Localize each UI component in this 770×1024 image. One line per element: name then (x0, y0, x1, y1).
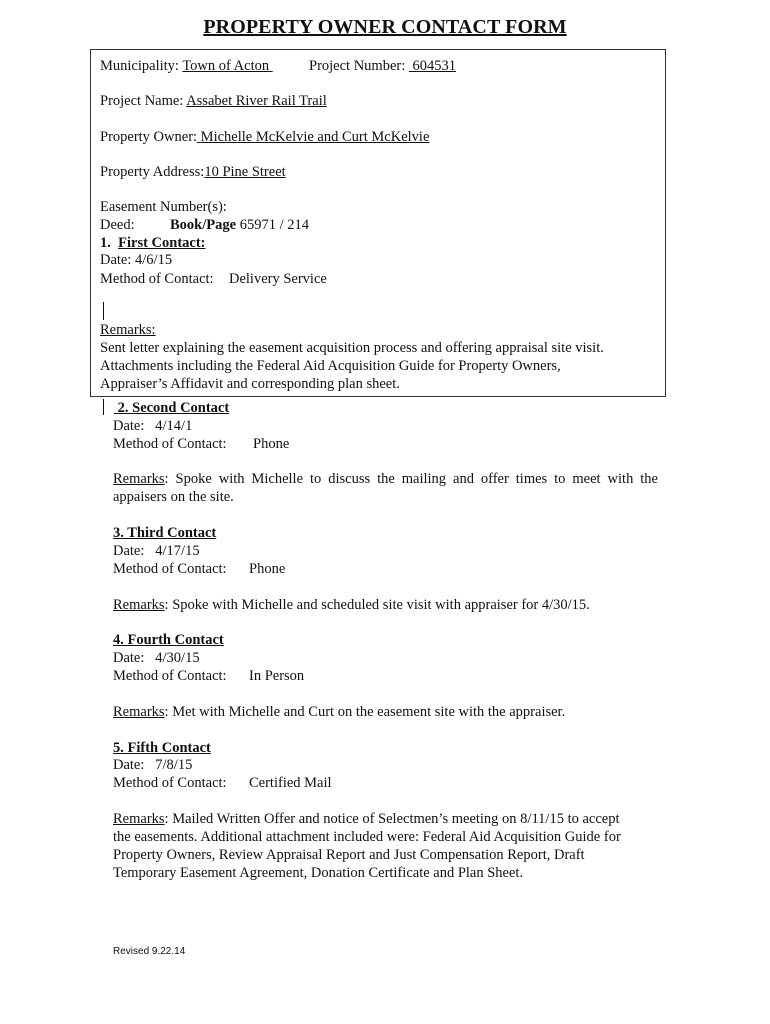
date-label: Date: (113, 650, 145, 666)
remarks-text: : Met with Michelle and Curt on the easement site with the appraiser. (164, 704, 566, 720)
contact-5-heading (113, 739, 211, 757)
property-address-label: Property Address: (100, 164, 205, 180)
date-label: Date: (113, 418, 145, 434)
project-name-label: Project Name: (100, 93, 184, 109)
contact-4-heading-text: 4. Fourth Contact (113, 632, 224, 648)
property-owner-label: Property Owner: (100, 129, 198, 145)
project-name-row (100, 92, 327, 110)
remarks-label: Remarks (113, 811, 165, 827)
project-number-row (309, 57, 456, 75)
contact-5-remarks-line-2: the easements. Additional attachment included were: Federal Aid Acquisition Guide for (113, 829, 621, 845)
date-value: 4/6/15 (135, 252, 173, 268)
contact-1-date (100, 251, 172, 269)
municipality-label: Municipality: (100, 58, 179, 74)
contact-5-method-value: Certified Mail (249, 775, 332, 791)
remarks-text: : Spoke with Michelle to discuss the mailing and offer times to meet with the appaisers on the site. (113, 471, 658, 505)
contact-4-date (113, 649, 200, 667)
book-page-row (170, 216, 309, 234)
contact-1-heading (100, 234, 206, 252)
remarks-label: Remarks (113, 597, 165, 613)
deed-row (100, 216, 135, 234)
contact-1-remarks-line-1: Sent letter explaining the easement acquisition process and offering appraisal site visit. (100, 340, 604, 356)
project-name-value: Assabet River Rail Trail (186, 93, 327, 109)
contact-3-method-value: Phone (249, 561, 286, 577)
contact-3-heading-text: 3. Third Contact (113, 525, 217, 541)
contact-3-date (113, 542, 200, 560)
contact-1-number: 1. (100, 235, 111, 251)
deed-label: Deed: (100, 217, 135, 233)
contact-3-remarks (113, 596, 590, 614)
date-label: Date: (113, 543, 145, 559)
municipality-value: Town of Acton (182, 58, 270, 74)
project-number-value: 604531 (412, 58, 456, 74)
contact-1-remarks-label (100, 321, 156, 339)
contact-1-method (100, 270, 214, 288)
contact-5-method-label: Method of Contact: (113, 775, 227, 791)
contact-5-heading-text: 5. Fifth Contact (113, 740, 211, 756)
contact-4-remarks (113, 703, 565, 721)
municipality-row (100, 57, 273, 75)
contact-2-method-value: Phone (253, 436, 290, 452)
contact-4-method-label: Method of Contact: (113, 668, 227, 684)
date-value: 4/17/15 (155, 543, 200, 559)
contact-3-heading (113, 524, 216, 542)
contact-2-heading (114, 399, 229, 417)
contact-1-heading-text: First Contact: (118, 235, 206, 251)
contact-1-remarks-line-2: Attachments including the Federal Aid Acquisition Guide for Property Owners, (100, 358, 561, 374)
date-value: 7/8/15 (155, 757, 193, 773)
text-cursor (103, 302, 104, 320)
remarks-text: : Spoke with Michelle and scheduled site visit with appraiser for 4/30/15. (164, 597, 590, 613)
project-number-label: Project Number: (309, 58, 406, 74)
form-title: PROPERTY OWNER CONTACT FORM (203, 16, 567, 38)
contact-2-remarks (113, 470, 658, 506)
book-page-value: 65971 / 214 (239, 217, 309, 233)
book-page-label: Book/Page (170, 217, 237, 233)
easement-label: Easement Number(s): (100, 199, 227, 215)
text-cursor-2 (103, 399, 104, 415)
contact-2-date (113, 417, 192, 435)
remarks-text: : Mailed Written Offer and notice of Selectmen’s meeting on 8/11/15 to accept (164, 811, 620, 827)
contact-5-date (113, 756, 192, 774)
contact-5-remarks-line-3: Property Owners, Review Appraisal Report and Just Compensation Report, Draft (113, 847, 585, 863)
date-label: Date: (100, 252, 132, 268)
contact-1-remarks-line-3: Appraiser’s Affidavit and corresponding plan sheet. (100, 376, 400, 392)
contact-2-method-label: Method of Contact: (113, 436, 227, 452)
contact-5-remarks-line-1 (113, 810, 620, 828)
contact-5-remarks-line-4: Temporary Easement Agreement, Donation Certificate and Plan Sheet. (113, 865, 524, 881)
property-address-value: 10 Pine Street (204, 164, 286, 180)
contact-2-heading-text: 2. Second Contact (117, 400, 230, 416)
date-label: Date: (113, 757, 145, 773)
remarks-label: Remarks (113, 704, 165, 720)
date-value: 4/14/1 (155, 418, 193, 434)
contact-1-method-value: Delivery Service (229, 271, 327, 287)
contact-4-heading (113, 631, 224, 649)
remarks-label: Remarks: (100, 322, 156, 338)
contact-4-method-value: In Person (249, 668, 305, 684)
date-value: 4/30/15 (155, 650, 200, 666)
remarks-label: Remarks (113, 471, 165, 487)
revision-footer: Revised 9.22.14 (113, 946, 186, 957)
contact-3-method-label: Method of Contact: (113, 561, 227, 577)
property-owner-row (100, 128, 429, 146)
property-owner-value: Michelle McKelvie and Curt McKelvie (200, 129, 430, 145)
property-address-row (100, 163, 286, 181)
method-label: Method of Contact: (100, 271, 214, 287)
